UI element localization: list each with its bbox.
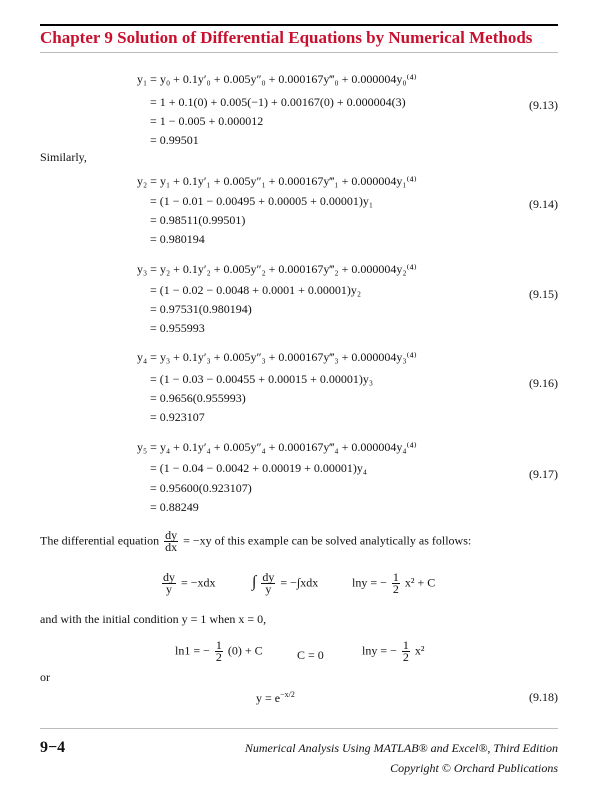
intro-frac-num: dy bbox=[165, 528, 178, 542]
ln-frac-den: 2 bbox=[392, 582, 399, 596]
ln-eq bbox=[352, 572, 435, 595]
eq-y4-line3: = 0.9656(0.955993) bbox=[150, 391, 246, 405]
intro-fraction bbox=[164, 530, 178, 553]
sep-frac-num: dy bbox=[163, 570, 175, 584]
integral-eq bbox=[252, 572, 318, 595]
eq-number-9-15: (9.15) bbox=[529, 287, 558, 301]
intro-before-text: The differential equation bbox=[40, 533, 160, 548]
eq-y5-line4: = 0.88249 bbox=[150, 500, 199, 514]
eq-y2-line1: y₂ = y₁ + 0.1y′₁ + 0.005y″₁ + 0.000167y‴₁ + 0.000004y₁⁽⁴⁾ bbox=[137, 174, 417, 188]
integral-symbol: ∫ bbox=[252, 573, 257, 591]
eq-number-9-13: (9.13) bbox=[529, 98, 558, 112]
ln-lhs: lny = − bbox=[352, 575, 387, 590]
top-rule bbox=[40, 24, 558, 26]
ln-rhs: x² + C bbox=[404, 575, 436, 590]
eq-y4-line4: = 0.923107 bbox=[150, 410, 205, 424]
ic-frac-num: 1 bbox=[215, 638, 222, 652]
sep-frac-den: y bbox=[166, 582, 172, 596]
int-fraction bbox=[261, 572, 275, 595]
eq-y1-line3: = 1 − 0.005 + 0.000012 bbox=[150, 114, 264, 128]
ic-fraction bbox=[215, 640, 223, 663]
ln2-rhs: x² bbox=[414, 643, 425, 658]
eq-y2-line3: = 0.98511(0.99501) bbox=[150, 213, 246, 227]
analytic-intro bbox=[40, 530, 471, 553]
intro-frac-den: dx bbox=[165, 540, 178, 554]
eq-number-9-14: (9.14) bbox=[529, 197, 558, 211]
eq-y1-line4: = 0.99501 bbox=[150, 133, 199, 147]
int-rhs: = −∫xdx bbox=[280, 575, 319, 590]
similarly-text: Similarly, bbox=[40, 150, 87, 164]
eq-y2-line2: = (1 − 0.01 − 0.00495 + 0.00005 + 0.00001)y₁ bbox=[150, 194, 374, 208]
condition-text: and with the initial condition y = 1 when x = 0, bbox=[40, 612, 267, 626]
chapter-title: Chapter 9 Solution of Differential Equations by Numerical Methods bbox=[40, 28, 533, 47]
intro-after-text: = −xy of this example can be solved analytically as follows: bbox=[183, 533, 472, 548]
ln2-frac-num: 1 bbox=[402, 638, 409, 652]
c-value: C = 0 bbox=[297, 648, 324, 662]
separation-eq bbox=[160, 572, 216, 595]
or-text: or bbox=[40, 670, 50, 684]
eq-number-9-18: (9.18) bbox=[529, 690, 558, 704]
eq-number-9-17: (9.17) bbox=[529, 467, 558, 481]
eq-y1-line1: y₁ = y₀ + 0.1y′₀ + 0.005y″₀ + 0.000167y‴₀ + 0.000004y₀⁽⁴⁾ bbox=[137, 72, 417, 86]
eq-y4-line1: y₄ = y₃ + 0.1y′₃ + 0.005y″₃ + 0.000167y‴₃ + 0.000004y₃⁽⁴⁾ bbox=[137, 350, 417, 364]
ln-fraction bbox=[392, 572, 400, 595]
ic-rhs: (0) + C bbox=[227, 643, 263, 658]
eq-number-9-16: (9.16) bbox=[529, 376, 558, 390]
page-number: 9−4 bbox=[40, 739, 66, 756]
solution-base: y = e bbox=[256, 691, 281, 705]
eq-y3-line3: = 0.97531(0.980194) bbox=[150, 302, 252, 316]
copyright: Copyright © Orchard Publications bbox=[390, 761, 558, 775]
eq-y3-line4: = 0.955993 bbox=[150, 321, 205, 335]
int-frac-den: y bbox=[265, 582, 272, 596]
eq-y5-line1: y₅ = y₄ + 0.1y′₄ + 0.005y″₄ + 0.000167y‴₄ + 0.000004y₄⁽⁴⁾ bbox=[137, 440, 417, 454]
ln2-frac-den: 2 bbox=[402, 650, 409, 664]
ic-frac-den: 2 bbox=[215, 650, 222, 664]
ln2-fraction bbox=[402, 640, 410, 663]
sep-rhs: = −xdx bbox=[181, 575, 216, 590]
int-frac-num: dy bbox=[262, 570, 275, 584]
ic-eq bbox=[175, 640, 263, 663]
title-rule bbox=[40, 52, 558, 53]
ic-lhs: ln1 = − bbox=[175, 643, 210, 658]
footer-rule bbox=[40, 728, 558, 729]
ln-frac-num: 1 bbox=[392, 570, 399, 584]
eq-y5-line3: = 0.95600(0.923107) bbox=[150, 481, 252, 495]
eq-y4-line2: = (1 − 0.03 − 0.00455 + 0.00015 + 0.00001)y₃ bbox=[150, 372, 374, 386]
eq-y2-line4: = 0.980194 bbox=[150, 232, 205, 246]
solution-exponent: −x/2 bbox=[280, 690, 295, 699]
sep-fraction bbox=[162, 572, 176, 595]
ln2-eq bbox=[362, 640, 424, 663]
eq-y5-line2: = (1 − 0.04 − 0.0042 + 0.00019 + 0.00001)y₄ bbox=[150, 461, 368, 475]
solution-eq bbox=[256, 690, 295, 706]
eq-y1-line2: = 1 + 0.1(0) + 0.005(−1) + 0.00167(0) + 0.000004(3) bbox=[150, 95, 406, 109]
book-title: Numerical Analysis Using MATLAB® and Excel®, Third Edition bbox=[244, 741, 558, 755]
ln2-lhs: lny = − bbox=[362, 643, 397, 658]
eq-y3-line1: y₃ = y₂ + 0.1y′₂ + 0.005y″₂ + 0.000167y‴₂ + 0.000004y₂⁽⁴⁾ bbox=[137, 262, 417, 276]
eq-y3-line2: = (1 − 0.02 − 0.0048 + 0.0001 + 0.00001)y₂ bbox=[150, 283, 362, 297]
